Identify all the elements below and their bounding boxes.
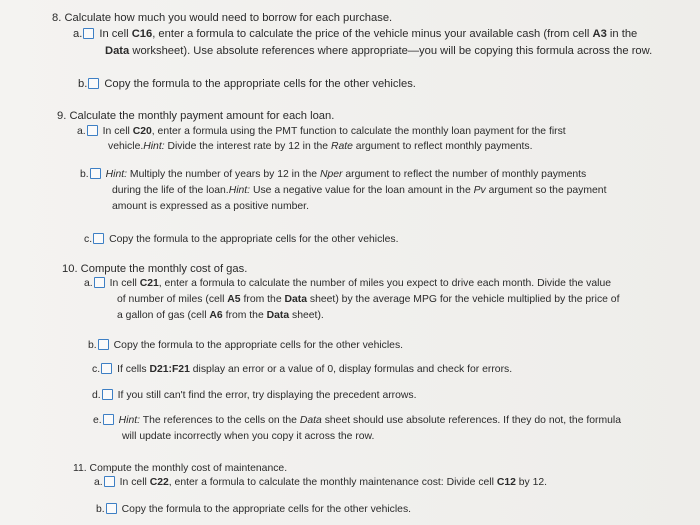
step-10a (84, 276, 611, 291)
step-10b-text: Copy the formula to the appropriate cells for the other vehicles. (113, 340, 404, 351)
step-11b (96, 502, 411, 517)
step-10d (92, 388, 417, 403)
cell-ref: C16 (131, 28, 153, 40)
step-9a-text: argument to reflect monthly payments. (352, 141, 533, 152)
hint-label: Hint: (228, 185, 251, 196)
sheet-name: Data (284, 294, 308, 305)
step-9a-label: a. (77, 126, 86, 137)
step-11a-text: , enter a formula to calculate the monthly maintenance cost: Divide cell (168, 477, 497, 488)
argument-name: Nper (319, 169, 343, 180)
step-9c-checkbox[interactable] (93, 233, 104, 244)
step-8a-checkbox[interactable] (83, 28, 94, 39)
step-9b-text: Multiply the number of years by 12 in the (127, 169, 320, 180)
cell-ref: C22 (149, 477, 169, 488)
step-10b (88, 338, 403, 353)
step-10e (93, 413, 621, 428)
step-9b-text: argument to reflect the number of monthly payments (342, 169, 587, 180)
step-10-title: 10. Compute the monthly cost of gas. (62, 263, 248, 275)
step-10a-line3 (117, 308, 324, 323)
cell-range: D21:F21 (149, 364, 190, 375)
step-8a-text: In cell (99, 28, 132, 40)
step-9b-text: Use a negative value for the loan amount in the (250, 185, 474, 196)
step-10a-text: sheet). (289, 310, 324, 321)
step-10c (92, 362, 512, 377)
step-10a-text: sheet) by the average MPG for the vehicle multiplied by the price of (307, 294, 620, 305)
step-10a-checkbox[interactable] (94, 277, 105, 288)
step-10e-label: e. (93, 415, 102, 426)
cell-ref: C12 (496, 477, 516, 488)
step-8a-text: , enter a formula to calculate the price of the vehicle minus your available cash (from cell (152, 28, 593, 40)
hint-label: Hint: (105, 169, 128, 180)
step-9c (84, 232, 398, 247)
step-8-title: 8. Calculate how much you would need to borrow for each purchase. (52, 12, 393, 24)
cell-ref: A6 (209, 310, 223, 321)
step-9b-text: argument so the payment (485, 185, 607, 196)
cell-ref: A3 (592, 28, 607, 40)
step-10e-text: sheet should use absolute references. If they do not, the formula (321, 415, 622, 426)
step-9a (77, 124, 566, 139)
step-9c-label: c. (84, 234, 93, 245)
step-11-title: 11. Compute the monthly cost of maintenance. (73, 463, 288, 474)
step-10d-checkbox[interactable] (102, 389, 113, 400)
step-9a-text: Divide the interest rate by 12 in the (164, 141, 331, 152)
step-9c-text: Copy the formula to the appropriate cells for the other vehicles. (109, 234, 399, 245)
cell-ref: C21 (139, 278, 159, 289)
hint-label: Hint: (118, 415, 141, 426)
sheet-name: Data (299, 415, 322, 426)
step-10d-label: d. (92, 390, 101, 401)
step-8b (78, 76, 416, 92)
cell-ref: C20 (132, 126, 152, 137)
step-9-title: 9. Calculate the monthly payment amount for each loan. (57, 110, 335, 122)
sheet-name: Data (105, 45, 130, 57)
step-9a-line2 (108, 139, 533, 154)
hint-label: Hint: (143, 141, 165, 152)
step-10b-label: b. (88, 340, 97, 351)
step-8b-checkbox[interactable] (88, 78, 99, 89)
step-10a-text: In cell (109, 278, 140, 289)
step-10a-text: from the (240, 294, 285, 305)
step-9a-text: In cell (102, 126, 133, 137)
step-9b (80, 167, 586, 182)
step-10c-label: c. (92, 364, 101, 375)
step-10e-checkbox[interactable] (103, 414, 114, 425)
step-8b-label: b. (78, 78, 88, 90)
step-10c-text: display an error or a value of 0, display formulas and check for errors. (189, 364, 513, 375)
step-10a-text: of number of miles (cell (117, 294, 228, 305)
step-11b-checkbox[interactable] (106, 503, 117, 514)
step-9a-text: vehicle. (108, 141, 144, 152)
step-11a-text: by 12. (515, 477, 548, 488)
step-9a-checkbox[interactable] (87, 125, 98, 136)
step-10a-label: a. (84, 278, 93, 289)
step-8a (73, 26, 637, 42)
step-8a-label: a. (73, 28, 83, 40)
cell-ref: A5 (227, 294, 241, 305)
step-11b-text: Copy the formula to the appropriate cells for the other vehicles. (121, 504, 412, 515)
step-10b-checkbox[interactable] (98, 339, 109, 350)
step-9b-label: b. (80, 169, 89, 180)
step-10e-line2: will update incorrectly when you copy it across the row. (122, 431, 375, 442)
step-11a-text: In cell (119, 477, 150, 488)
step-10a-text: from the (222, 310, 267, 321)
argument-name: Pv (473, 185, 486, 196)
step-11b-label: b. (96, 504, 105, 515)
step-11a (94, 475, 547, 490)
step-10d-text: If you still can't find the error, try displaying the precedent arrows. (117, 390, 417, 401)
step-8a-line2 (105, 43, 652, 59)
step-11a-label: a. (94, 477, 103, 488)
step-9b-line2 (112, 183, 606, 198)
step-8a-text: worksheet). Use absolute references where appropriate—you will be copying this formula across the row. (129, 45, 653, 57)
step-9b-line3: amount is expressed as a positive number. (112, 201, 309, 212)
argument-name: Rate (330, 141, 353, 152)
step-10c-text: If cells (117, 364, 150, 375)
sheet-name: Data (266, 310, 290, 321)
step-10c-checkbox[interactable] (101, 363, 112, 374)
step-8b-text: Copy the formula to the appropriate cells for the other vehicles. (104, 78, 416, 90)
step-10a-line2 (117, 292, 619, 307)
step-9b-checkbox[interactable] (90, 168, 101, 179)
step-10e-text: The references to the cells on the (140, 415, 300, 426)
step-9b-text: during the life of the loan. (112, 185, 229, 196)
step-11a-checkbox[interactable] (104, 476, 115, 487)
step-10a-text: a gallon of gas (cell (117, 310, 210, 321)
step-10a-text: , enter a formula to calculate the number of miles you expect to drive each month. Divide the value (158, 278, 611, 289)
step-9a-text: , enter a formula using the PMT function to calculate the monthly loan payment for the first (151, 126, 566, 137)
step-8a-text: in the (606, 28, 638, 40)
